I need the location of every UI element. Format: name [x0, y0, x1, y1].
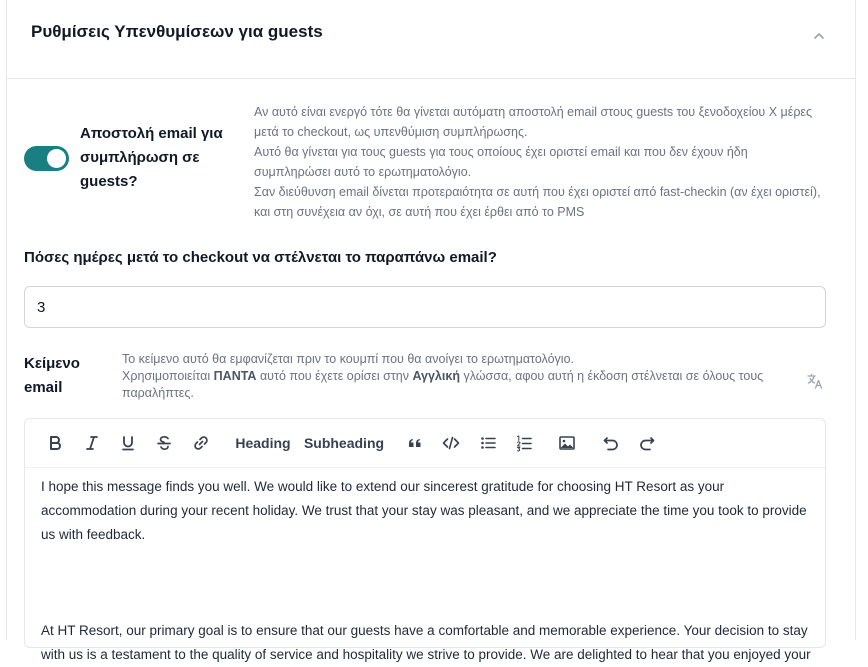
days-after-checkout-label: Πόσες ημέρες μετά το checkout να στέλνεται το παραπάνω email? — [24, 249, 497, 266]
ordered-list-button[interactable] — [512, 431, 536, 455]
image-button[interactable] — [555, 431, 579, 455]
strikethrough-button[interactable] — [152, 431, 176, 455]
help-text-line: Σαν διεύθυνση email δίνεται προτεραιότητα σε αυτή που έχει οριστεί από fast-checkin (αν έχει οριστεί), και στη συνέχεια αν όχι, σε αυτή που έχει έρθει από το PMS — [254, 185, 821, 219]
heading-button[interactable]: Heading — [235, 435, 291, 451]
editor-content[interactable] — [41, 475, 816, 667]
translate-button[interactable] — [806, 372, 824, 390]
bullet-list-icon — [479, 434, 497, 452]
quote-icon — [406, 434, 424, 452]
undo-icon — [602, 434, 620, 452]
editor-paragraph: I hope this message finds you well. We would like to extend our sincerest gratitude for choosing HT Resort as your accommodation during your recent holiday. We trust that your stay was pleasant, and we appreciate the time you took to provide us with feedback. — [41, 479, 807, 542]
email-help-line2 — [122, 368, 802, 402]
bold-icon — [46, 434, 64, 452]
italic-button[interactable] — [80, 431, 104, 455]
bold-button[interactable] — [43, 431, 67, 455]
underline-button[interactable] — [116, 431, 140, 455]
quote-button[interactable] — [403, 431, 427, 455]
help-text-line: Αν αυτό είναι ενεργό τότε θα γίνεται αυτόματη αποστολή email στους guests του ξενοδοχείου X μέρες μετά το checkout, ως υπενθύμιση συμπλήρωσης. — [254, 105, 813, 139]
editor-toolbar — [25, 419, 825, 468]
help-text-line: Αυτό θα γίνεται για τους guests για τους οποίους έχει οριστεί email και που δεν έχουν ήδη συμπληρώσει αυτό το ερωτηματολόγιο. — [254, 145, 748, 179]
help-text: γλώσσα, αφου αυτή η έκδοση στέλνεται σε όλους τους παραλήπτες. — [122, 369, 764, 400]
undo-button[interactable] — [599, 431, 623, 455]
help-emphasis: ΠΑΝΤΑ — [213, 369, 257, 383]
redo-icon — [638, 434, 656, 452]
days-after-checkout-input[interactable] — [24, 286, 826, 328]
help-text: Χρησιμοποιείται — [122, 369, 214, 383]
email-text-label: Κείμενο email — [24, 355, 80, 396]
email-help-line1: Το κείμενο αυτό θα εμφανίζεται πριν το κουμπί που θα ανοίγει το ερωτηματολόγιο. — [122, 352, 574, 366]
underline-icon — [119, 434, 137, 452]
subheading-button[interactable]: Subheading — [303, 435, 385, 451]
link-button[interactable] — [188, 431, 214, 455]
strikethrough-icon — [155, 434, 173, 452]
email-text-editor[interactable] — [24, 418, 826, 662]
help-emphasis: Αγγλική — [412, 369, 460, 383]
redo-button[interactable] — [635, 431, 659, 455]
reminder-email-toggle[interactable] — [24, 146, 69, 171]
code-button[interactable] — [438, 431, 464, 455]
image-icon — [558, 434, 576, 452]
panel-title: Ρυθμίσεις Υπενθυμίσεων για guests — [31, 22, 323, 41]
chevron-up-icon — [812, 29, 826, 43]
bullet-list-button[interactable] — [476, 431, 500, 455]
toggle-knob — [47, 149, 66, 168]
paragraph-spacer — [41, 547, 816, 619]
code-icon — [442, 434, 460, 452]
reminder-toggle-label: Αποστολή email για συμπλήρωση σε guests? — [80, 125, 223, 190]
ordered-list-icon — [515, 434, 533, 452]
editor-paragraph: At HT Resort, our primary goal is to ensure that our guests have a comfortable and memorable experience. Your decision to stay with us is a testament to the quality of service and hospitality we strive to provide. We are delighted to hear that you enjoyed your — [41, 623, 811, 662]
collapse-button[interactable] — [809, 26, 829, 46]
reminder-toggle-help — [254, 102, 824, 222]
email-text-help — [122, 351, 802, 402]
panel-header[interactable] — [7, 0, 855, 79]
italic-icon — [83, 434, 101, 452]
translate-icon — [806, 372, 824, 390]
help-text: αυτό που έχετε ορίσει στην — [256, 369, 413, 383]
link-icon — [192, 434, 210, 452]
